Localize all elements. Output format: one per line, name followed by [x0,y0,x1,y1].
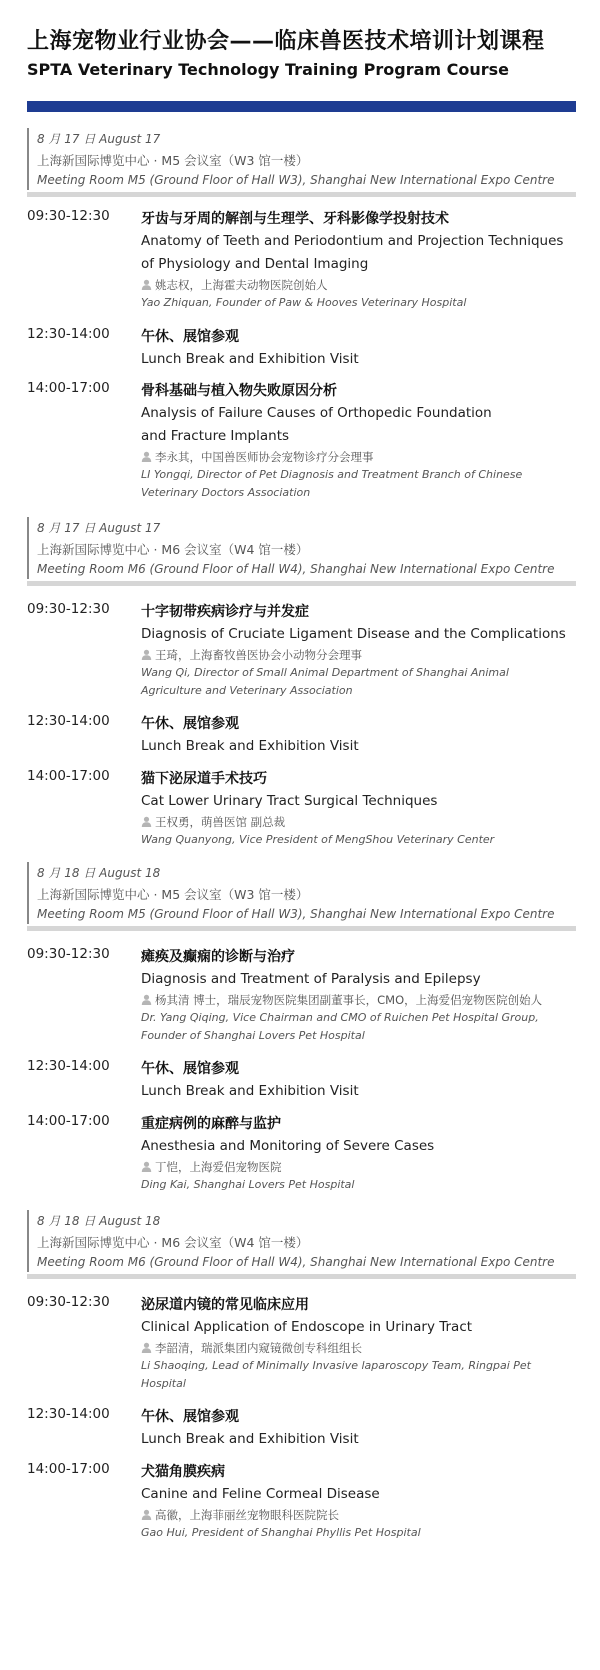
speaker-en: Yao Zhiquan, Founder of Paw & Hooves Veterinary Hospital [141,296,467,309]
speaker-en: Veterinary Doctors Association [141,486,311,499]
session-venue-en: Meeting Room M5 (Ground Floor of Hall W3), Shanghai New International Expo Centre [37,173,555,187]
item-title-en: Diagnosis and Treatment of Paralysis and Epilepsy [141,971,481,987]
item-title-cn: 午休、展馆参观 [141,1061,239,1077]
speaker-name-cn: 高徽，上海菲丽丝宠物眼科医院院长 [155,1508,339,1522]
speaker-name-cn: 王权勇，萌兽医馆 副总裁 [155,815,286,829]
item-title-en: Lunch Break and Exhibition Visit [141,1431,359,1447]
speaker-cn [141,1506,586,1524]
item-time: 14:00-17:00 [27,1461,110,1477]
session-divider-vertical [27,862,29,924]
item-time: 09:30-12:30 [27,208,110,224]
speaker-en: Dr. Yang Qiqing, Vice Chairman and CMO of Ruichen Pet Hospital Group, [141,1011,539,1024]
item-title-cn: 重症病例的麻醉与监护 [141,1116,281,1132]
item-time: 12:30-14:00 [27,713,110,729]
item-time: 09:30-12:30 [27,946,110,962]
session-date: 8 月 17 日 August 17 [37,132,161,146]
speaker-cn [141,448,586,466]
page-subtitle: SPTA Veterinary Technology Training Program Course [27,60,510,79]
item-body [141,946,586,1045]
item-title-en: Lunch Break and Exhibition Visit [141,1083,359,1099]
speaker-en: Gao Hui, President of Shanghai Phyllis Pet Hospital [141,1526,421,1539]
session-date: 8 月 18 日 August 18 [37,1214,161,1228]
item-title-en: Cat Lower Urinary Tract Surgical Techniques [141,793,438,809]
session-divider-vertical [27,517,29,579]
item-title-cn: 瘫痪及癫痫的诊断与治疗 [141,949,295,965]
speaker-name-cn: 李永其，中国兽医师协会宠物诊疗分会理事 [155,450,374,464]
item-body [141,1294,586,1393]
item-time: 14:00-17:00 [27,380,110,396]
session-venue-en: Meeting Room M6 (Ground Floor of Hall W4), Shanghai New International Expo Centre [37,562,555,576]
item-title-cn: 午休、展馆参观 [141,1409,239,1425]
item-title-cn: 犬猫角膜疾病 [141,1464,225,1480]
item-time: 09:30-12:30 [27,1294,110,1310]
session-divider-horizontal [27,192,576,197]
item-time: 14:00-17:00 [27,768,110,784]
speaker-cn [141,276,586,294]
item-body [141,380,586,502]
item-body [141,1113,586,1194]
session-venue-cn: 上海新国际博览中心 · M6 会议室（W4 馆一楼） [37,542,309,557]
session-venue-cn: 上海新国际博览中心 · M5 会议室（W3 馆一楼） [37,887,309,902]
item-title-en: Clinical Application of Endoscope in Urinary Tract [141,1319,473,1335]
item-body [141,326,586,371]
item-title-cn: 泌尿道内镜的常见临床应用 [141,1297,309,1313]
speaker-en: Li Shaoqing, Lead of Minimally Invasive laparoscopy Team, Ringpai Pet [141,1359,531,1372]
speaker-en: Ding Kai, Shanghai Lovers Pet Hospital [141,1178,355,1191]
person-icon [141,1509,152,1520]
speaker-en: Wang Quanyong, Vice President of MengShou Veterinary Center [141,833,495,846]
speaker-cn [141,813,586,831]
item-title-en: Lunch Break and Exhibition Visit [141,738,359,754]
speaker-name-cn: 姚志权，上海霍夫动物医院创始人 [155,278,328,292]
item-title-cn: 牙齿与牙周的解剖与生理学、牙科影像学投射技术 [141,211,449,227]
item-body [141,1406,586,1451]
item-title-en: Anatomy of Teeth and Periodontium and Projection Techniques [141,233,564,249]
session-venue-en: Meeting Room M6 (Ground Floor of Hall W4), Shanghai New International Expo Centre [37,1255,555,1269]
item-title-en: Lunch Break and Exhibition Visit [141,351,359,367]
item-title-cn: 午休、展馆参观 [141,716,239,732]
item-title-en: and Fracture Implants [141,428,290,444]
item-title-cn: 猫下泌尿道手术技巧 [141,771,267,787]
person-icon [141,279,152,290]
session-date: 8 月 17 日 August 17 [37,521,161,535]
item-time: 12:30-14:00 [27,1058,110,1074]
session-divider-horizontal [27,581,576,586]
item-time: 12:30-14:00 [27,1406,110,1422]
item-body [141,1058,586,1103]
person-icon [141,1161,152,1172]
speaker-name-cn: 王琦，上海畜牧兽医协会小动物分会理事 [155,648,362,662]
header-accent-bar [27,101,576,112]
item-body [141,208,586,312]
item-title-en: Canine and Feline Cormeal Disease [141,1486,380,1502]
speaker-name-cn: 杨其清 博士，瑞辰宠物医院集团副董事长，CMO，上海爱侣宠物医院创始人 [155,993,543,1007]
item-title-en: Analysis of Failure Causes of Orthopedic Foundation [141,405,492,421]
page-title: 上海宠物业行业协会——临床兽医技术培训计划课程 [27,29,545,54]
item-title-cn: 午休、展馆参观 [141,329,239,345]
item-body [141,601,586,700]
person-icon [141,994,152,1005]
session-venue-cn: 上海新国际博览中心 · M5 会议室（W3 馆一楼） [37,153,309,168]
speaker-en: Agriculture and Veterinary Association [141,684,353,697]
item-title-en: of Physiology and Dental Imaging [141,256,369,272]
person-icon [141,1342,152,1353]
speaker-name-cn: 丁恺，上海爱侣宠物医院 [155,1160,282,1174]
speaker-en: Wang Qi, Director of Small Animal Department of Shanghai Animal [141,666,509,679]
item-body [141,768,586,849]
session-divider-vertical [27,1210,29,1272]
item-title-en: Anesthesia and Monitoring of Severe Cases [141,1138,435,1154]
item-title-en: Diagnosis of Cruciate Ligament Disease and the Complications [141,626,566,642]
speaker-cn [141,1158,586,1176]
item-title-cn: 骨科基础与植入物失败原因分析 [141,383,337,399]
session-venue-cn: 上海新国际博览中心 · M6 会议室（W4 馆一楼） [37,1235,309,1250]
speaker-en: Founder of Shanghai Lovers Pet Hospital [141,1029,365,1042]
item-body [141,713,586,758]
speaker-cn [141,991,586,1009]
session-divider-horizontal [27,1274,576,1279]
item-time: 12:30-14:00 [27,326,110,342]
person-icon [141,649,152,660]
session-venue-en: Meeting Room M5 (Ground Floor of Hall W3), Shanghai New International Expo Centre [37,907,555,921]
speaker-cn [141,646,586,664]
item-title-cn: 十字韧带疾病诊疗与并发症 [141,604,309,620]
item-time: 14:00-17:00 [27,1113,110,1129]
item-time: 09:30-12:30 [27,601,110,617]
item-body [141,1461,586,1542]
session-date: 8 月 18 日 August 18 [37,866,161,880]
session-divider-vertical [27,128,29,190]
speaker-name-cn: 李韶清，瑞派集团内窥镜微创专科组组长 [155,1341,362,1355]
speaker-cn [141,1339,586,1357]
person-icon [141,451,152,462]
person-icon [141,816,152,827]
speaker-en: Hospital [141,1377,186,1390]
session-divider-horizontal [27,926,576,931]
speaker-en: LI Yongqi, Director of Pet Diagnosis and Treatment Branch of Chinese [141,468,523,481]
